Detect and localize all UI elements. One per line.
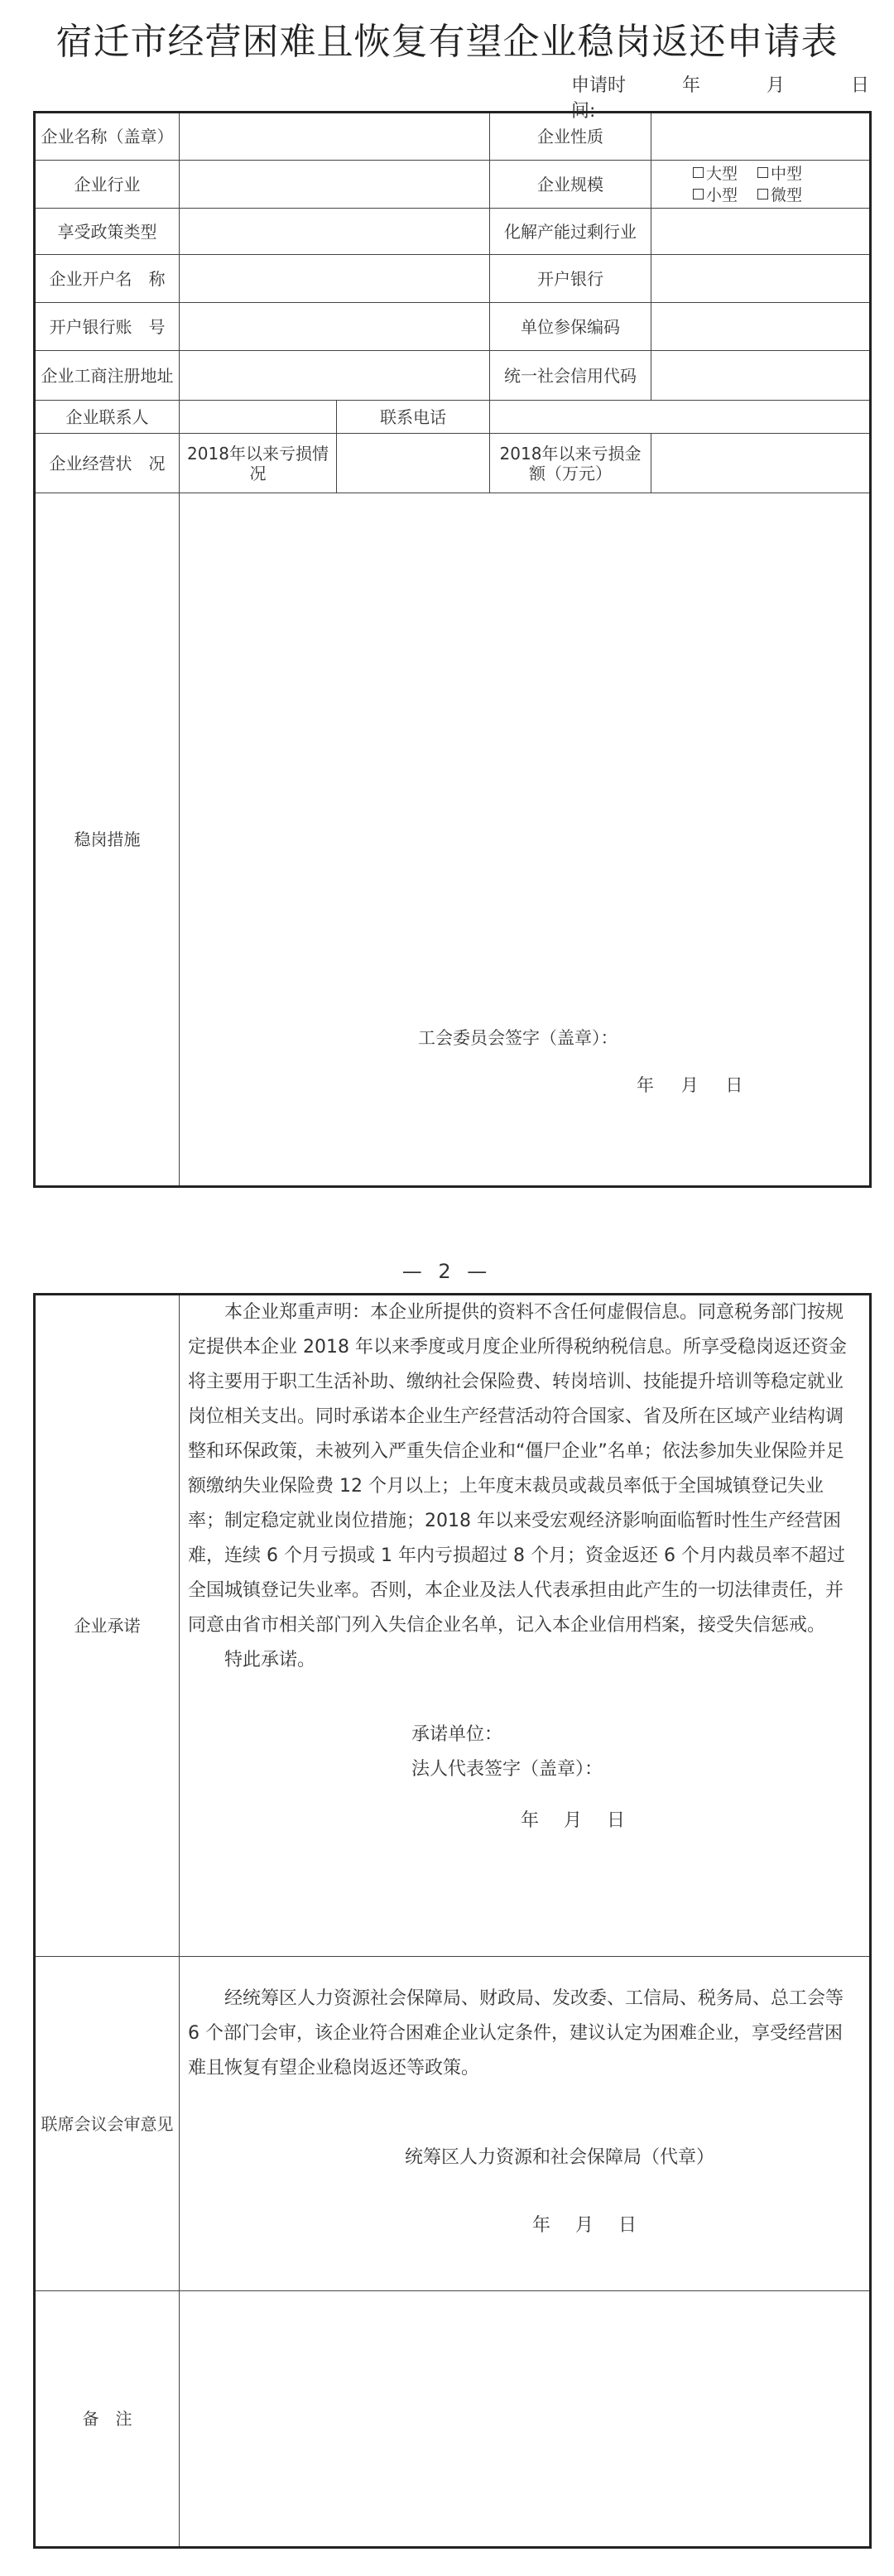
loss-since-2018-label: 2018年以来亏损情况 <box>180 434 337 493</box>
loss-amount-label: 2018年以来亏损金额（万元） <box>490 434 651 493</box>
year-unit: 年 <box>521 1810 540 1831</box>
month-unit: 月 <box>766 75 785 96</box>
bank-account-field[interactable] <box>180 303 490 351</box>
day-unit: 日 <box>850 75 869 96</box>
company-size-options <box>651 161 871 209</box>
joint-review-label: 联席会议会审意见 <box>35 1957 180 2291</box>
checkbox-icon <box>693 189 704 199</box>
page-number: — 2 — <box>401 1260 493 1283</box>
commitment-paragraph: 本企业郑重声明：本企业所提供的资料不含任何虚假信息。同意税务部门按规定提供本企业 2018 年以来季度或月度企业所得税纳税信息。所享受稳岗返还资金将主要用于职工生活补助、缴纳社会保险费、转岗培训、技能提升培训等稳定就业岗位相关支出。同时承诺本企业生产经营活动符合国家、省及所在区域产业结构调整和环保政策，未被列入严重失信企业和“僵尸企业”名单；依法参加失业保险并足额缴纳失业保险费 12 个月以上；上年度末裁员或裁员率低于全国城镇登记失业率；制定稳定就业岗位措施；2018 年以来受宏观经济影响面临暂时性生产经营困难，连续 6 个月亏损或 1 年内亏损超过 8 个月；资金返还 6 个月内裁员率不超过全国城镇登记失业率。否则，本企业及法人代表承担由此产生的一切法律责任，并同意由省市相关部门列入失信企业名单，记入本企业信用档案，接受失信惩戒。 <box>188 1302 847 1636</box>
policy-type-label: 享受政策类型 <box>35 209 180 255</box>
contact-person-label: 企业联系人 <box>35 401 180 434</box>
commitment-label: 企业承诺 <box>35 1295 180 1957</box>
joint-review-date <box>188 2208 858 2243</box>
month-unit: 月 <box>680 1075 699 1095</box>
bank-account-label: 开户银行账 号 <box>35 303 180 351</box>
day-unit: 日 <box>607 1810 626 1831</box>
company-nature-field[interactable] <box>651 113 871 161</box>
industry-label: 企业行业 <box>35 161 180 209</box>
credit-code-label: 统一社会信用代码 <box>490 351 651 401</box>
form-title: 宿迁市经营困难且恢复有望企业稳岗返还申请表 <box>55 21 839 63</box>
checkbox-icon <box>693 167 704 178</box>
union-signature-label: 工会委员会签字（盖章）： <box>418 1028 618 1048</box>
application-date-label: 申请时间: <box>571 75 627 122</box>
contact-person-field[interactable] <box>180 401 337 434</box>
account-name-label: 企业开户名 称 <box>35 255 180 303</box>
bank-label: 开户银行 <box>490 255 651 303</box>
loss-since-2018-field[interactable] <box>337 434 490 493</box>
size-option-micro[interactable]: 微型 <box>757 185 817 206</box>
day-unit: 日 <box>725 1075 743 1095</box>
checkbox-icon <box>757 167 768 178</box>
insurance-code-label: 单位参保编码 <box>490 303 651 351</box>
registered-address-label: 企业工商注册地址 <box>35 351 180 401</box>
industry-field[interactable] <box>180 161 490 209</box>
commitment-table <box>33 1293 872 2549</box>
size-option-small[interactable]: 小型 <box>693 185 752 206</box>
overcapacity-field[interactable] <box>651 209 871 255</box>
account-name-field[interactable] <box>180 255 490 303</box>
checkbox-icon <box>757 189 768 199</box>
remarks-label: 备 注 <box>35 2291 180 2548</box>
year-unit: 年 <box>681 75 700 96</box>
month-unit: 月 <box>564 1810 583 1831</box>
year-unit: 年 <box>532 2215 551 2236</box>
overcapacity-label: 化解产能过剩行业 <box>490 209 651 255</box>
remarks-field[interactable] <box>180 2291 871 2548</box>
company-size-label: 企业规模 <box>490 161 651 209</box>
application-form-table <box>33 111 872 1188</box>
company-nature-label: 企业性质 <box>490 113 651 161</box>
insurance-code-field[interactable] <box>651 303 871 351</box>
month-unit: 月 <box>575 2215 594 2236</box>
union-signature-date <box>637 1075 764 1095</box>
commitment-content <box>180 1295 871 1957</box>
contact-phone-label: 联系电话 <box>337 401 490 434</box>
joint-review-agency: 统筹区人力资源和社会保障局（代章） <box>405 2147 715 2168</box>
joint-review-content <box>180 1957 871 2291</box>
size-option-medium[interactable]: 中型 <box>757 163 817 185</box>
size-option-large[interactable]: 大型 <box>693 163 752 185</box>
commitment-date <box>188 1804 858 1838</box>
stabilization-field[interactable] <box>180 493 871 1187</box>
credit-code-field[interactable] <box>651 351 871 401</box>
policy-type-field[interactable] <box>180 209 490 255</box>
contact-phone-field[interactable] <box>490 401 871 434</box>
commitment-closing: 特此承诺。 <box>224 1650 316 1670</box>
company-name-field[interactable] <box>180 113 490 161</box>
stabilization-label: 稳岗措施 <box>35 493 180 1187</box>
day-unit: 日 <box>618 2215 637 2236</box>
loss-amount-field[interactable] <box>651 434 871 493</box>
year-unit: 年 <box>637 1075 654 1095</box>
business-status-label: 企业经营状 况 <box>35 434 180 493</box>
legal-rep-signature-label: 法人代表签字（盖章）： <box>411 1759 603 1780</box>
bank-field[interactable] <box>651 255 871 303</box>
commitment-unit-label: 承诺单位： <box>411 1724 503 1745</box>
company-name-label: 企业名称（盖章） <box>35 113 180 161</box>
registered-address-field[interactable] <box>180 351 490 401</box>
joint-review-text: 经统筹区人力资源社会保障局、财政局、发改委、工信局、税务局、总工会等 6 个部门会审，该企业符合困难企业认定条件，建议认定为困难企业，享受经营困难且恢复有望企业稳岗返还等政策。 <box>188 1988 844 2079</box>
